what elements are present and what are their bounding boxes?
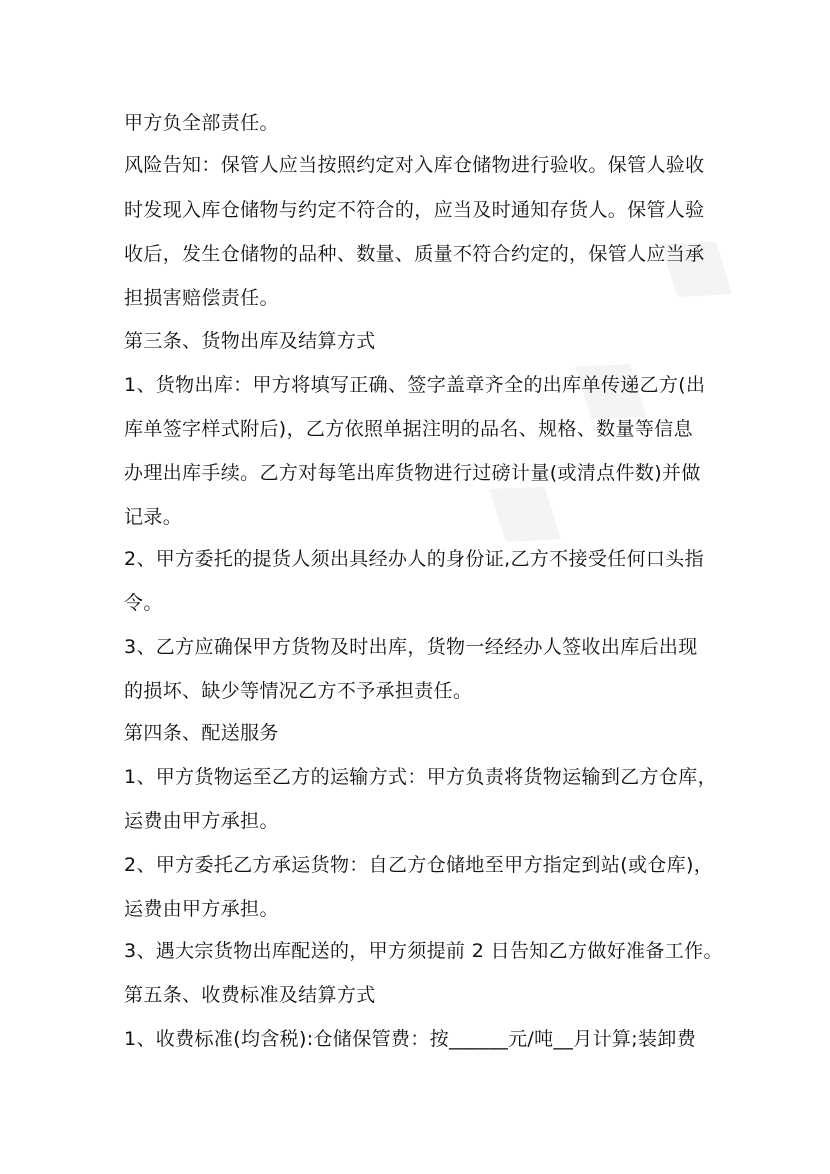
text-line: 风险告知：保管人应当按照约定对入库仓储物进行验收。保管人验收 [124,154,705,176]
text-line: 的损坏、缺少等情况乙方不予承担责任。 [124,680,473,702]
text-line: 1、收费标准(均含税):仓储保管费：按______元/吨__月计算;装卸费 [124,1028,697,1050]
text-line: 办理出库手续。乙方对每笔出库货物进行过磅计量(或清点件数)并做 [124,462,701,484]
text-line: 令。 [124,592,163,614]
text-line: 库单签字样式附后)，乙方依照单据注明的品名、规格、数量等信息 [124,418,693,440]
text-line: 2、甲方委托的提货人须出具经办人的身份证,乙方不接受任何口头指 [124,548,704,570]
text-line: 1、货物出库：甲方将填写正确、签字盖章齐全的出库单传递乙方(出 [124,374,706,396]
text-line: 运费由甲方承担。 [124,898,279,920]
section-heading: 第四条、配送服务 [124,722,279,744]
text-line: 记录。 [124,506,183,528]
section-heading: 第三条、货物出库及结算方式 [124,330,376,352]
text-line: 1、甲方货物运至乙方的运输方式：甲方负责将货物运输到乙方仓库， [124,766,717,788]
text-line: 3、遇大宗货物出库配送的，甲方须提前 2 日告知乙方做好准备工作。 [124,940,723,962]
text-line: 时发现入库仓储物与约定不符合的，应当及时通知存货人。保管人验 [124,199,705,221]
text-line: 2、甲方委托乙方承运货物：自乙方仓储地至甲方指定到站(或仓库)， [124,854,714,876]
text-line: 3、乙方应确保甲方货物及时出库，货物一经经办人签收出库后出现 [124,636,698,658]
section-heading: 第五条、收费标准及结算方式 [124,984,376,1006]
text-line: 运费由甲方承担。 [124,810,279,832]
text-line: 担损害赔偿责任。 [124,287,279,309]
text-line: 收后，发生仓储物的品种、数量、质量不符合约定的，保管人应当承 [124,243,705,265]
text-line: 甲方负全部责任。 [124,112,279,134]
